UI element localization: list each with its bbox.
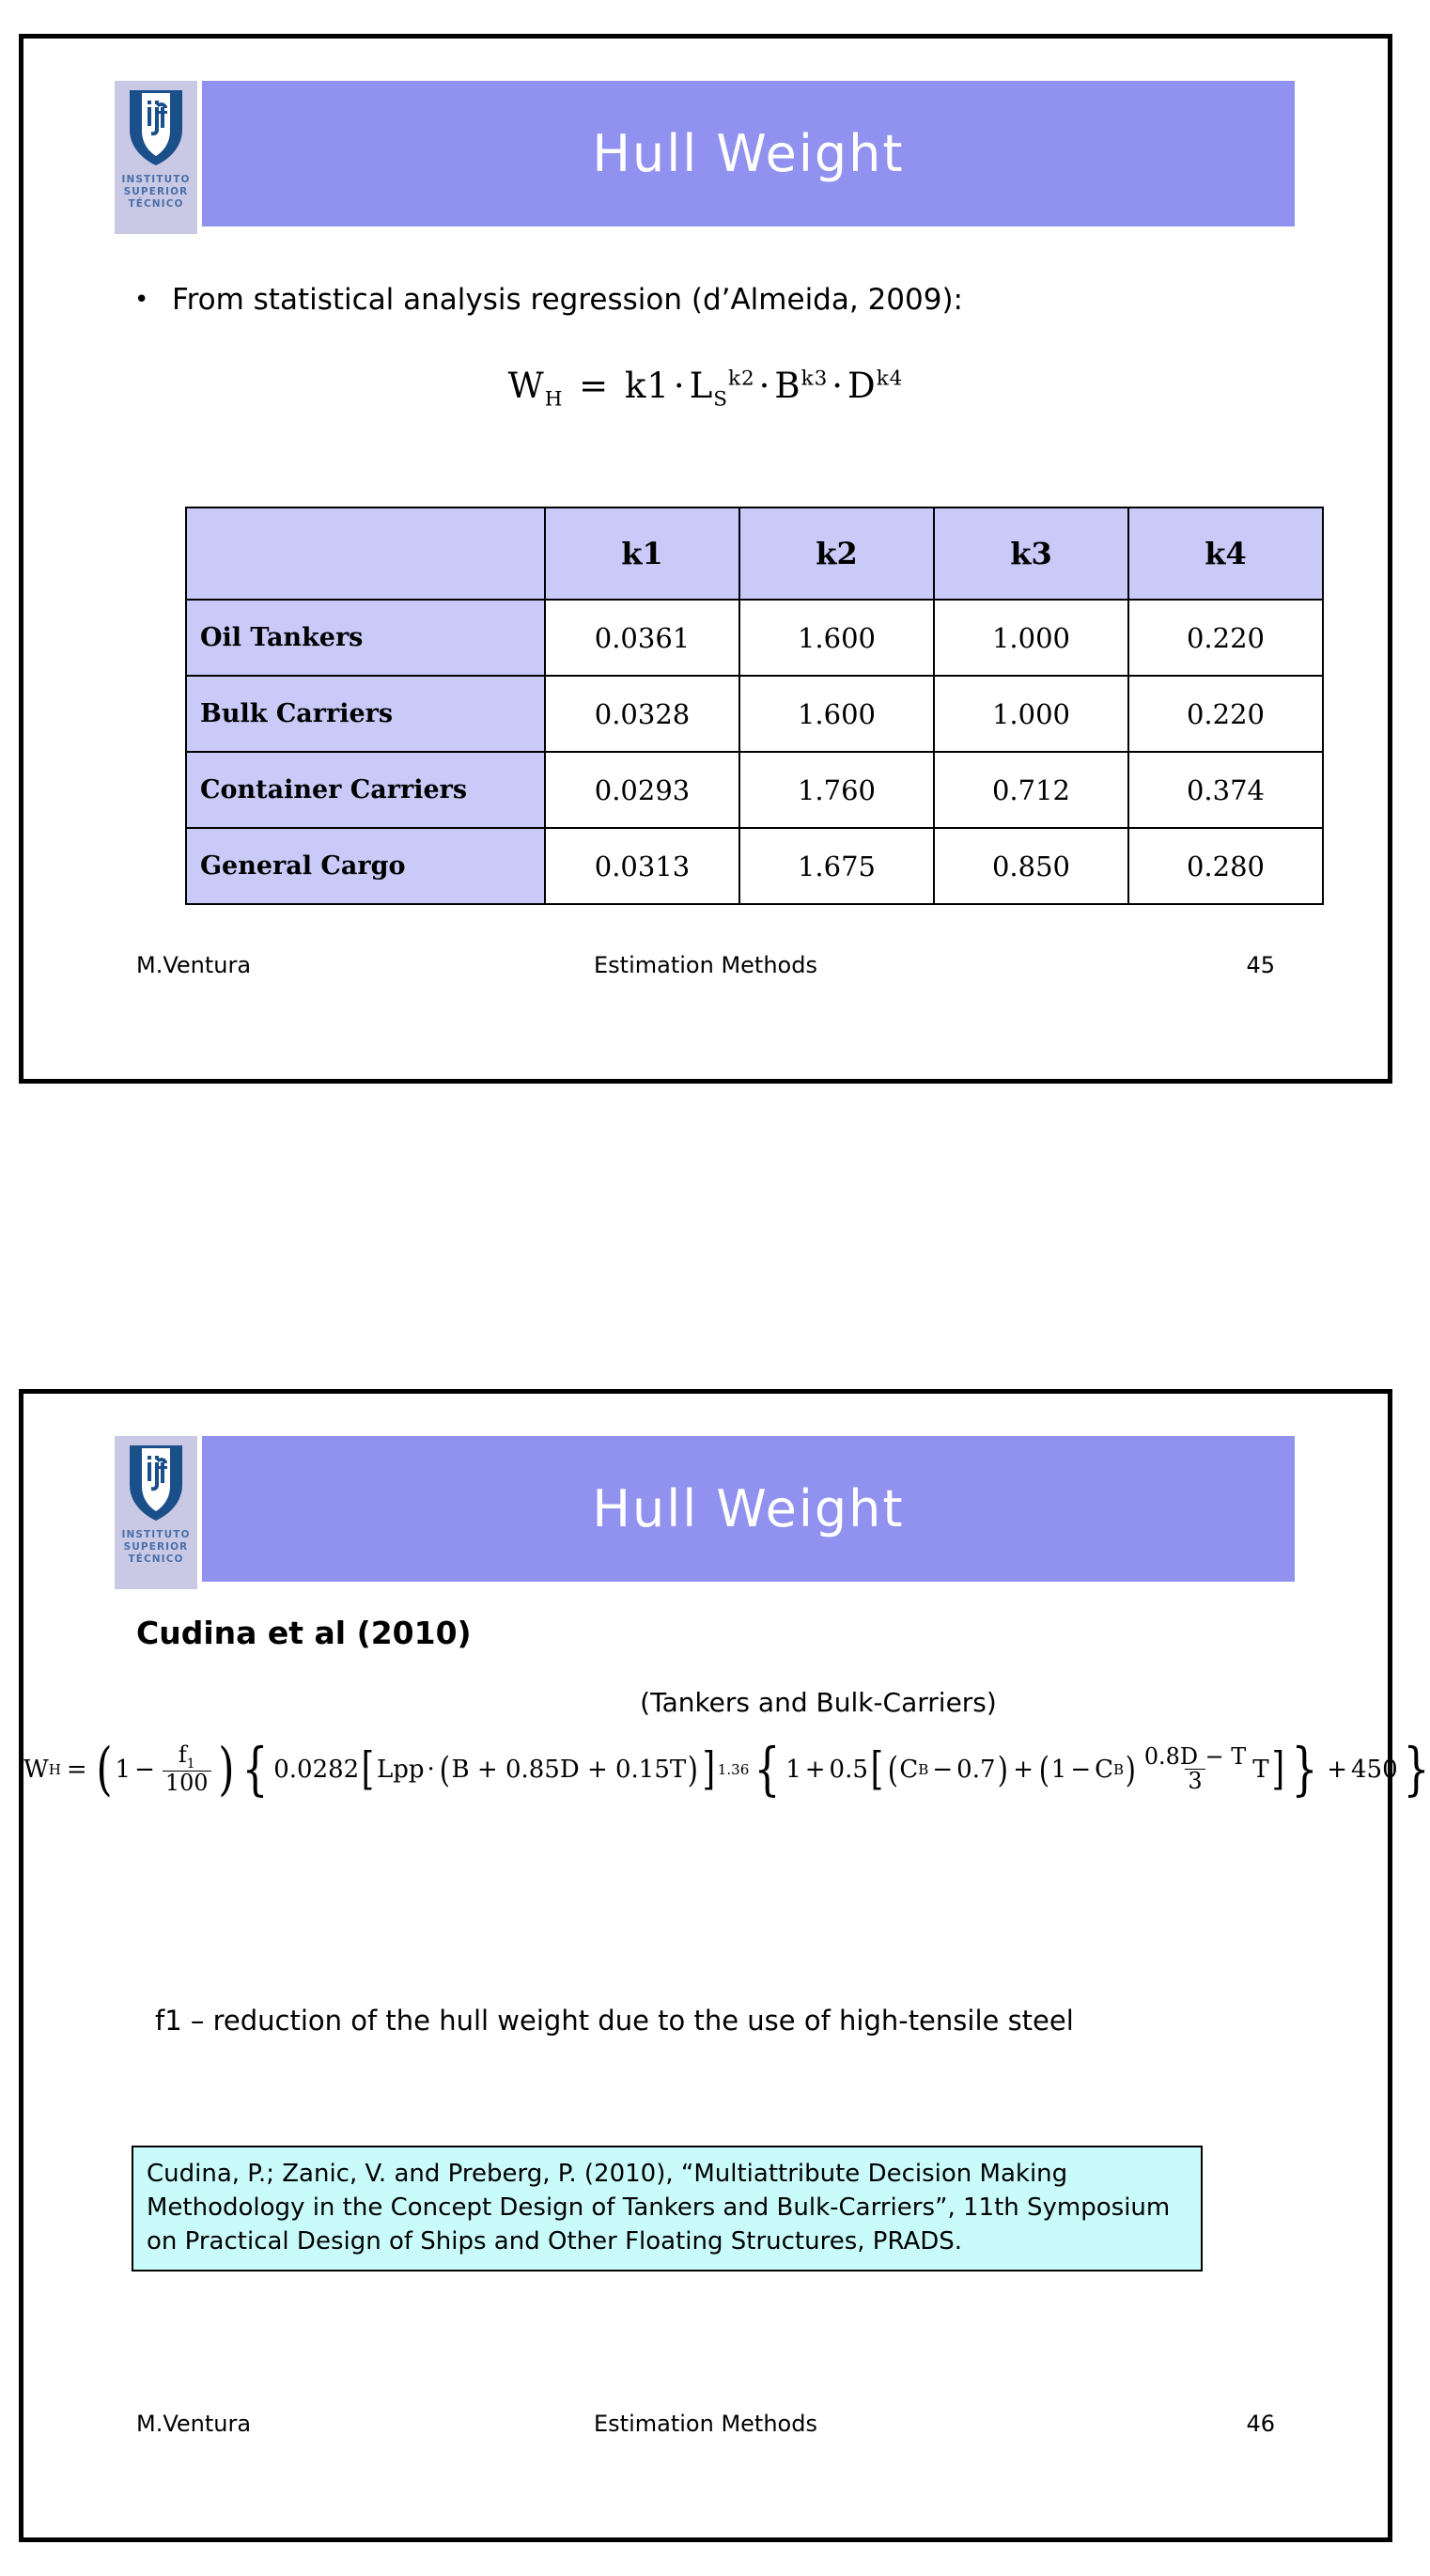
ist-logo (115, 81, 197, 234)
f2-open-paren-1: ( (96, 1735, 113, 1803)
f2-close-paren-3: ) (997, 1748, 1008, 1790)
f2-cb-sub-1: B (918, 1760, 929, 1778)
f2-minus-a: − (134, 1755, 155, 1784)
formula-D-base: D (847, 366, 877, 406)
f2-half: 0.5 (829, 1755, 868, 1784)
footer-course: Estimation Methods (594, 952, 817, 978)
section-subheading: Cudina et al (2010) (136, 1615, 472, 1651)
slide-title-band (202, 1436, 1295, 1582)
f2-close-paren-4: ) (1125, 1748, 1137, 1790)
footer-author: M.Ventura (136, 2411, 252, 2437)
f2-lpp: Lpp (376, 1755, 425, 1784)
table-header-row (186, 507, 1323, 600)
f2-one-b: 1 (785, 1755, 801, 1784)
f2-open-paren-4: ( (1038, 1748, 1049, 1790)
coefficients-table (185, 507, 1324, 905)
footer-author: M.Ventura (136, 952, 252, 978)
f2-inner-sum: B + 0.85D + 0.15T (451, 1755, 687, 1784)
formula-lhs-base: W (507, 366, 545, 406)
formula-lhs-sub: H (544, 387, 564, 412)
ist-shield-icon (127, 1444, 185, 1522)
formula-L-sup: k2 (727, 367, 755, 391)
table-row (186, 828, 1323, 904)
logo-line-1: INSTITUTO (121, 1529, 191, 1540)
f2-frac1-den: 100 (163, 1771, 211, 1795)
logo-line-3: TÉCNICO (128, 198, 184, 210)
slide-45 (19, 34, 1392, 1084)
cell-bulk-carriers-k2: 1.600 (739, 676, 934, 752)
logo-line-2: SUPERIOR (123, 186, 189, 197)
f2-equals: = (66, 1755, 87, 1784)
f2-close-brace-1: } (1403, 1735, 1430, 1803)
ist-logo-wordmark (121, 1529, 190, 1566)
table-row (186, 676, 1323, 752)
f2-cb-base-1: C (899, 1755, 919, 1784)
f2-minus-c: − (932, 1755, 954, 1784)
formula-B-sup: k3 (800, 367, 829, 391)
formula-L-sub: S (713, 387, 728, 412)
formula-L-base: L (689, 366, 714, 406)
f2-lhs-base: W (23, 1755, 49, 1784)
f2-plus-c: + (1013, 1755, 1034, 1784)
footer-page-number: 45 (1246, 952, 1275, 978)
f2-tail-draft: T (1252, 1755, 1269, 1784)
slide-46 (19, 1389, 1430, 2542)
f2-depth-fraction (1142, 1745, 1249, 1793)
row-label-bulk-carriers: Bulk Carriers (186, 676, 545, 752)
row-label-oil-tankers: Oil Tankers (186, 600, 545, 676)
formula-B-base: B (774, 366, 801, 406)
slide-title-band (202, 81, 1295, 226)
bullet-text: From statistical analysis regression (d’Almeida, 2009): (172, 283, 963, 317)
cell-general-cargo-k2: 1.675 (739, 828, 934, 904)
f2-frac2-num: 0.8D − T (1143, 1743, 1247, 1771)
cell-oil-tankers-k2: 1.600 (739, 600, 934, 676)
ist-logo-wordmark (121, 174, 190, 211)
f2-minus-d: − (1070, 1755, 1092, 1784)
ist-logo (115, 1436, 197, 1589)
ist-shield-icon (127, 88, 185, 167)
logo-line-2: SUPERIOR (123, 1541, 189, 1553)
scope-note: (Tankers and Bulk-Carriers) (640, 1687, 997, 1718)
bullet-item (134, 281, 963, 319)
formula-dot-3: · (832, 366, 845, 406)
cell-bulk-carriers-k4: 0.220 (1128, 676, 1323, 752)
f2-close-bracket-2: ] (1271, 1742, 1284, 1796)
column-header-k3: k3 (934, 507, 1128, 600)
hull-weight-formula (23, 366, 1388, 411)
footer-course: Estimation Methods (594, 2411, 817, 2437)
cell-container-carriers-k1: 0.0293 (545, 752, 739, 828)
f2-constant-450: 450 (1350, 1755, 1398, 1784)
f2-close-brace-2: } (1291, 1735, 1318, 1803)
f2-plus-b: + (804, 1755, 826, 1784)
f2-open-bracket-1: [ (361, 1742, 375, 1796)
f2-f-sub: 1 (186, 1756, 195, 1772)
page-title: Hull Weight (592, 1479, 905, 1538)
cell-bulk-carriers-k3: 1.000 (934, 676, 1128, 752)
f2-f-base: f (178, 1741, 187, 1768)
row-label-general-cargo: General Cargo (186, 828, 545, 904)
cell-bulk-carriers-k1: 0.0328 (545, 676, 739, 752)
logo-line-1: INSTITUTO (121, 174, 191, 185)
f2-open-bracket-2: [ (870, 1742, 884, 1796)
reference-text: Cudina, P.; Zanic, V. and Preberg, P. (2010), “Multiattribute Decision Making Methodology in the Concept Design of Tankers and Bulk-Carriers”, 11th Symposium on Practical Design of Ships and Other Floating Structures, PRADS. (147, 2160, 1171, 2256)
f2-one-a: 1 (115, 1755, 132, 1784)
row-label-container-carriers: Container Carriers (186, 752, 545, 828)
f2-frac1-num (176, 1743, 198, 1771)
reference-callout-box (132, 2146, 1203, 2272)
cell-oil-tankers-k3: 1.000 (934, 600, 1128, 676)
f1-definition-note: f1 – reduction of the hull weight due to the use of high-tensile steel (155, 2005, 1074, 2037)
column-header-k4: k4 (1128, 507, 1323, 600)
footer-page-number: 46 (1246, 2411, 1275, 2437)
table-row (186, 600, 1323, 676)
f2-one-c: 1 (1050, 1755, 1067, 1784)
f2-plus-d: + (1327, 1755, 1347, 1784)
formula-equals: = (579, 366, 610, 406)
cell-oil-tankers-k1: 0.0361 (545, 600, 739, 676)
f2-cb-sub-2: B (1113, 1760, 1125, 1778)
f2-exponent: 1.36 (717, 1760, 750, 1778)
page-title: Hull Weight (592, 124, 905, 183)
formula-dot-2: · (758, 366, 771, 406)
table-corner-cell (186, 507, 545, 600)
cell-general-cargo-k3: 0.850 (934, 828, 1128, 904)
logo-line-3: TÉCNICO (128, 1553, 184, 1565)
cell-oil-tankers-k4: 0.220 (1128, 600, 1323, 676)
column-header-k2: k2 (739, 507, 934, 600)
f2-open-paren-2: ( (439, 1748, 450, 1790)
formula-D-sup: k4 (876, 367, 904, 391)
f2-coefficient: 0.0282 (273, 1755, 360, 1784)
f2-dot-1: · (427, 1755, 435, 1784)
cudina-hull-weight-formula (23, 1735, 1430, 1803)
f2-cb-base-2: C (1095, 1755, 1114, 1784)
f2-open-paren-3: ( (887, 1748, 898, 1790)
f2-close-paren-2: ) (688, 1748, 699, 1790)
cell-container-carriers-k3: 0.712 (934, 752, 1128, 828)
f2-f1-over-100 (163, 1743, 211, 1795)
f2-close-paren-1: ) (217, 1735, 235, 1803)
formula-dot-1: · (673, 366, 686, 406)
cell-container-carriers-k2: 1.760 (739, 752, 934, 828)
f2-lhs-sub: H (48, 1760, 61, 1778)
column-header-k1: k1 (545, 507, 739, 600)
cell-container-carriers-k4: 0.374 (1128, 752, 1323, 828)
formula-k1: k1 (624, 366, 670, 406)
f2-open-brace-2: { (754, 1735, 781, 1803)
table-row (186, 752, 1323, 828)
f2-frac2-den: 3 (1185, 1769, 1205, 1793)
cell-general-cargo-k1: 0.0313 (545, 828, 739, 904)
cell-general-cargo-k4: 0.280 (1128, 828, 1323, 904)
f2-close-bracket-1: ] (702, 1742, 716, 1796)
bullet-marker: • (134, 286, 149, 314)
f2-open-brace-1: { (241, 1735, 269, 1803)
f2-seven-tenths: 0.7 (956, 1755, 996, 1784)
